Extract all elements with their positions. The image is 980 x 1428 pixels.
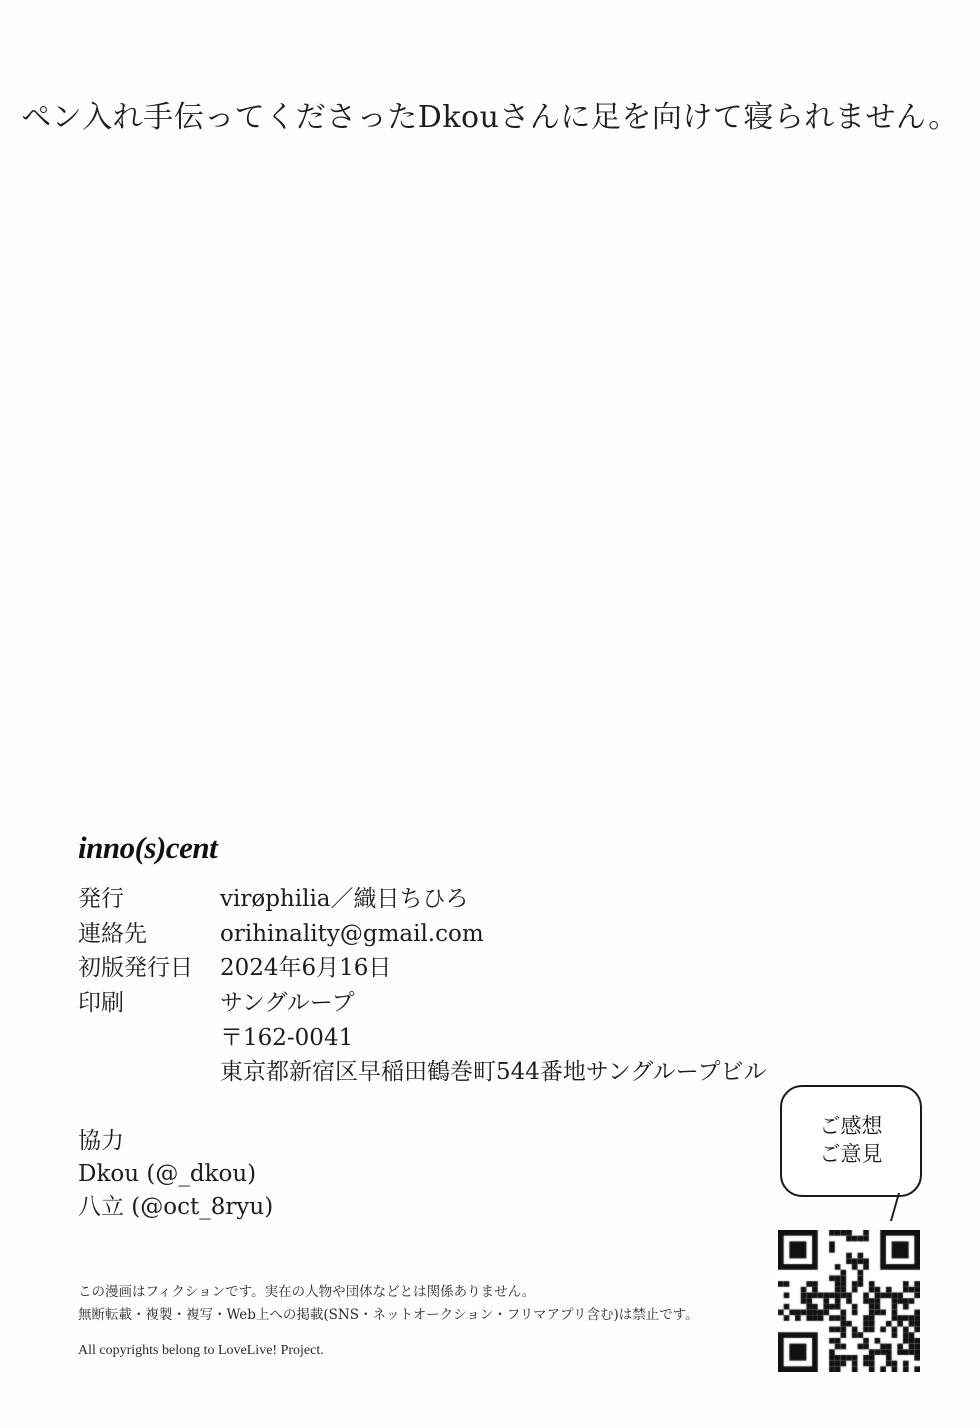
table-row (78, 882, 766, 917)
bubble-line-1: ご感想 (819, 1114, 883, 1139)
legal-line-1: この漫画はフィクションです。実在の人物や団体などとは関係ありません。 (78, 1284, 536, 1300)
legal-block (78, 1281, 699, 1364)
bubble-tail-icon (888, 1193, 900, 1221)
legal-line-3: All copyrights belong to LoveLive! Project. (78, 1343, 324, 1359)
table-row (78, 986, 766, 1021)
info-value: virøphilia／織日ちひろ (220, 886, 469, 912)
bubble-line-2: ご意見 (819, 1142, 883, 1166)
legal-line-2: 無断転載・複製・複写・Web上への掲載(SNS・ネットオークション・フリマアプリ含む)は禁止です。 (78, 1307, 699, 1324)
credits-line-1: Dkou (@_dkou) (78, 1161, 257, 1188)
info-value: サングループ (220, 989, 355, 1016)
info-label: 初版発行日 (78, 955, 193, 982)
credits-heading: 協力 (78, 1128, 124, 1154)
table-row (78, 1055, 766, 1090)
table-row (78, 1021, 766, 1056)
info-label (78, 1021, 220, 1056)
bubble-body (780, 1085, 922, 1197)
feedback-bubble (780, 1085, 918, 1197)
colophon-info-table (78, 882, 766, 1090)
info-label (78, 1055, 220, 1090)
info-value: orihinality@gmail.com (220, 920, 484, 947)
info-value: 2024年6月16日 (220, 955, 392, 982)
top-note: ペン入れ手伝ってくださったDkouさんに足を向けて寝られません。 (21, 100, 959, 135)
info-label: 発行 (78, 886, 124, 912)
table-row (78, 917, 766, 952)
info-value: 〒162-0041 (220, 1024, 354, 1051)
table-row (78, 951, 766, 986)
credits-block (78, 1125, 273, 1224)
qr-code-icon[interactable] (778, 1230, 920, 1372)
info-value: 東京都新宿区早稲田鶴巻町544番地サングループビル (220, 1059, 767, 1086)
credits-line-2: 八立 (@oct_8ryu) (78, 1194, 274, 1221)
legal-spacer (78, 1327, 699, 1339)
colophon-title: inno(s)cent (78, 830, 218, 865)
info-label: 印刷 (78, 989, 124, 1016)
colophon-block (78, 830, 778, 1090)
info-label: 連絡先 (78, 920, 147, 947)
